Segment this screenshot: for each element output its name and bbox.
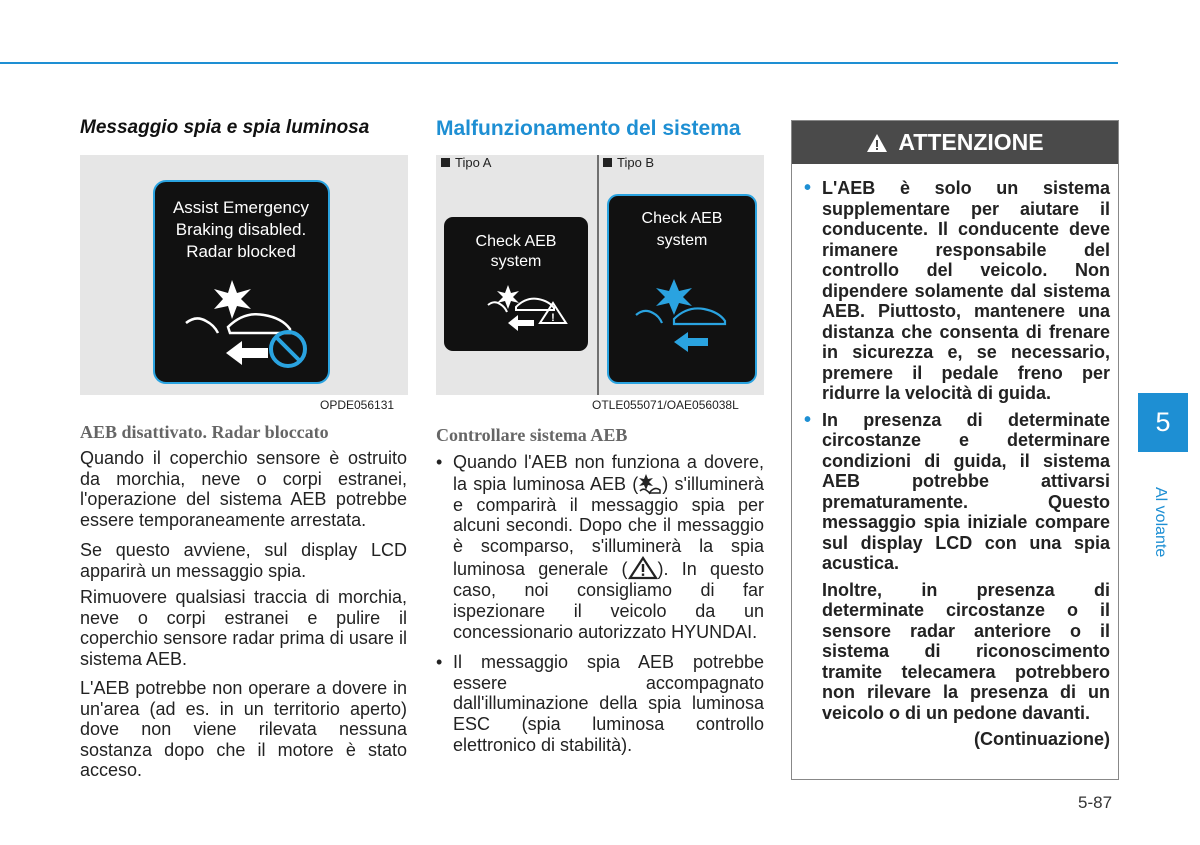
screen-line-2: Braking disabled. [175,220,307,239]
paragraph: L'AEB potrebbe non operare a dovere in un'area (ad es. in un territorio aperto) dove non viene rilevata nessuna sostanza dopo che il motore è stato acceso. [80,678,407,781]
figure-radar-blocked [80,155,408,395]
malfunction-bullets [436,452,764,765]
warning-title: ATTENZIONE [898,129,1044,155]
screen-line-1: Assist Emergency [172,198,310,217]
aeb-warning-light-icon [638,473,662,495]
paragraph: Rimuovere qualsiasi traccia di morchia, neve o corpi estranei e pulire il coperchio sensore radar prima di usare il sistema AEB. [80,587,407,669]
svg-text:!: ! [551,312,555,324]
list-item: • Il messaggio spia AEB potrebbe essere accompagnato dall'illuminazione della spia luminosa ESC (spia luminosa controllo elettronico di stabilità). [436,652,764,755]
warning-item: • L'AEB è solo un sistema supplementare per aiutare il conducente. Il conducente deve rimanere responsabile del controllo del veicolo. Non dipendere solamente dal sistema AEB. Piuttosto, mantenere una distanza che consenta di frenare in sicurezza e, se necessario, premere il pedale freno per ridurre la velocità di guida. [802,178,1110,404]
svg-text:Check AEB: Check AEB [641,210,723,227]
figure-code: OTLE055071/OAE056038L [592,398,739,412]
figure-check-aeb [436,155,764,395]
general-warning-light-icon [628,556,658,580]
chapter-label: Al volante [1152,487,1169,558]
svg-text:system: system [490,253,542,270]
screen-line-3: Radar blocked [186,242,296,261]
warning-list [802,178,1110,756]
subheading-aeb-disabled: AEB disattivato. Radar bloccato [80,422,329,442]
svg-text:system: system [656,232,708,249]
figure-code: OPDE056131 [320,398,395,412]
paragraph: Se questo avviene, sul display LCD apparirà un messaggio spia. [80,540,407,581]
warning-box [791,120,1119,780]
type-b-label: Tipo B [603,155,654,170]
warning-extra-paragraph: Inoltre, in presenza di determinate circostanze o il sensore radar anteriore o il sistema di riconoscimento tramite telecamera potrebbero non rilevare la presenza di un veicolo o di un pedone davanti. [822,579,1110,723]
section-title-warning-light: Messaggio spia e spia luminosa [80,117,370,138]
warning-triangle-icon [866,133,888,153]
svg-text:Check AEB: Check AEB [475,233,557,250]
warning-header [792,121,1118,164]
subheading-check-aeb: Controllare sistema AEB [436,425,628,445]
type-a-label: Tipo A [441,155,491,170]
continuation-label: (Continuazione) [974,729,1110,749]
list-item: • Quando l'AEB non funziona a dovere, la spia luminosa AEB ( ) s'illuminerà e comparirà il messaggio spia per alcuni secondi. Dopo che il messaggio è scomparso, s'illuminerà la spia luminosa generale ( ). In questo caso, noi consigliamo di far ispezionare il veicolo da un concessionario autorizzato HYUNDAI. [436,452,764,642]
page-number: 5-87 [1078,793,1113,812]
radar-blocked-display [80,155,408,395]
warning-item: • In presenza di determinate circostanze e determinare condizioni di guida, il sistema AEB potrebbe attivarsi prematuramente. Questo messaggio spia iniziale compare sul display LCD con una spia acustica. [802,410,1110,574]
section-title-malfunction: Malfunzionamento del sistema [436,117,741,140]
chapter-tab: 5 [1138,393,1188,452]
paragraph: Quando il coperchio sensore è ostruito da morchia, neve o corpi estranei, l'operazione del sistema AEB potrebbe essere temporaneamente arrestata. [80,448,407,530]
header-rule [0,62,1118,64]
